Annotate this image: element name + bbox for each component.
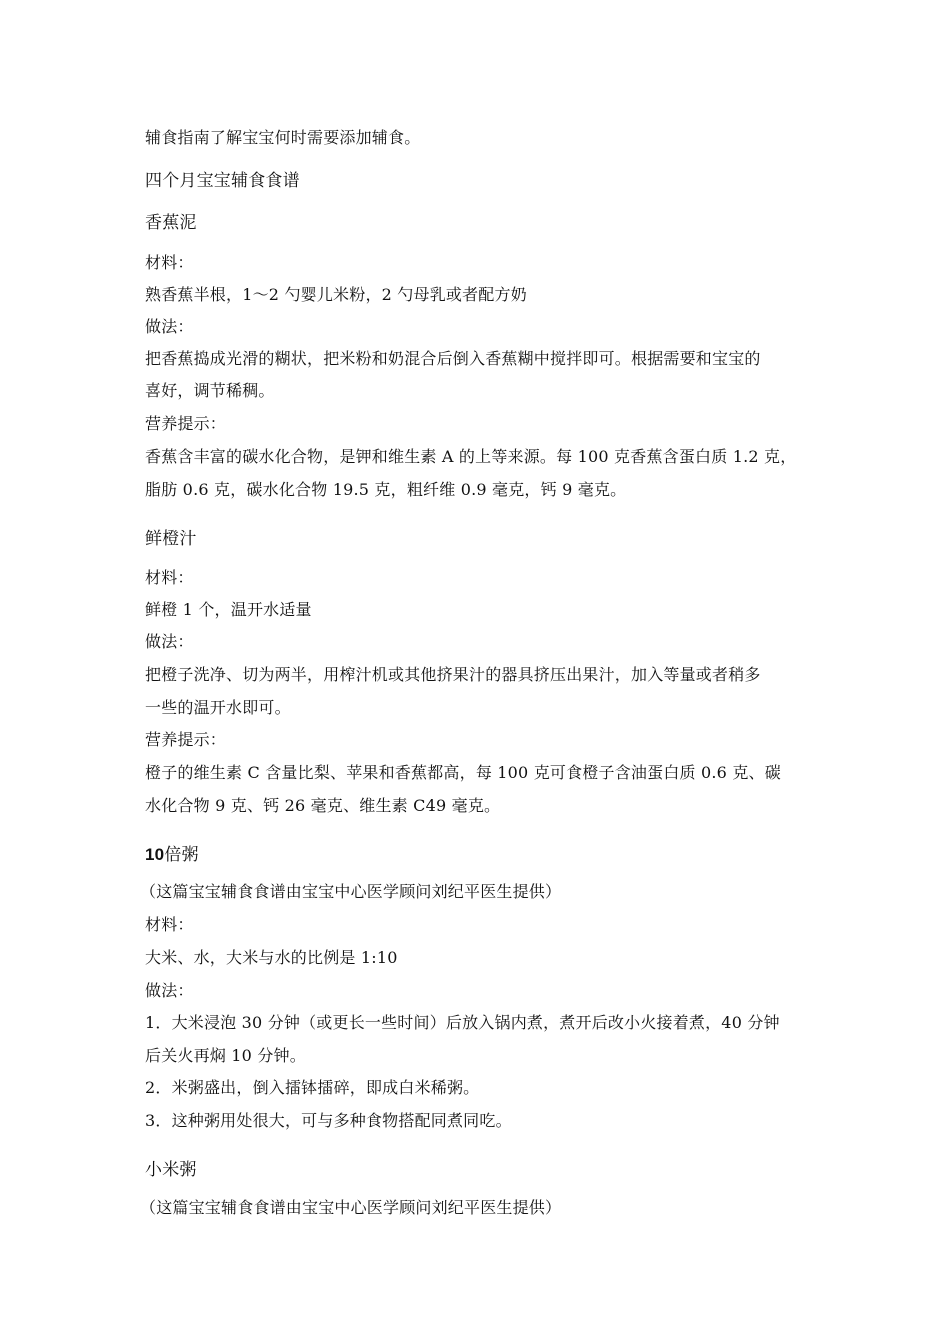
method-label: 做法： (145, 317, 194, 336)
nutrition-line: 橙子的维生素 C 含量比梨、苹果和香蕉都高，每 100 克可食橙子含油蛋白质 0.6 克、碳 (145, 763, 781, 782)
recipe-title-banana: 香蕉泥 (145, 213, 197, 233)
recipe-title-text: 倍粥 (164, 845, 199, 865)
materials-text: 鲜橙 1 个，温开水适量 (145, 600, 312, 619)
nutrition-label: 营养提示： (145, 414, 227, 433)
nutrition-line: 水化合物 9 克、钙 26 毫克、维生素 C49 毫克。 (145, 796, 501, 815)
step-line: 后关火再焖 10 分钟。 (145, 1046, 306, 1065)
recipe-title-porridge (145, 844, 810, 866)
materials-label: 材料： (145, 915, 194, 934)
recipe-source: （这篇宝宝辅食食谱由宝宝中心医学顾问刘纪平医生提供） (140, 882, 562, 901)
intro-text: 辅食指南了解宝宝何时需要添加辅食。 (145, 128, 421, 147)
nutrition-line: 香蕉含丰富的碳水化合物，是钾和维生素 A 的上等来源。每 100 克香蕉含蛋白质 1.2 克， (145, 447, 797, 466)
step-line: 2．米粥盛出，倒入擂钵擂碎，即成白米稀粥。 (145, 1078, 480, 1097)
step-line: 3．这种粥用处很大，可与多种食物搭配同煮同吃。 (145, 1111, 512, 1130)
method-label: 做法： (145, 632, 194, 651)
nutrition-label: 营养提示： (145, 730, 227, 749)
materials-text: 大米、水，大米与水的比例是 1:10 (145, 948, 398, 967)
materials-label: 材料： (145, 568, 194, 587)
recipe-source: （这篇宝宝辅食食谱由宝宝中心医学顾问刘纪平医生提供） (140, 1198, 562, 1217)
main-title: 四个月宝宝辅食食谱 (145, 171, 300, 191)
recipe-title-millet: 小米粥 (145, 1160, 197, 1180)
method-line: 把橙子洗净、切为两半，用榨汁机或其他挤果汁的器具挤压出果汁，加入等量或者稍多 (145, 665, 761, 684)
recipe-title-number: 10 (145, 845, 165, 864)
method-label: 做法： (145, 981, 194, 1000)
materials-text: 熟香蕉半根，1～2 勺婴儿米粉，2 勺母乳或者配方奶 (145, 285, 527, 304)
step-line: 1．大米浸泡 30 分钟（或更长一些时间）后放入锅内煮，煮开后改小火接着煮，40 分钟 (145, 1013, 780, 1032)
recipe-title-orange: 鲜橙汁 (145, 529, 197, 549)
materials-label: 材料： (145, 253, 194, 272)
method-line: 一些的温开水即可。 (145, 698, 291, 717)
nutrition-line: 脂肪 0.6 克，碳水化合物 19.5 克，粗纤维 0.9 毫克，钙 9 毫克。 (145, 480, 627, 499)
method-line: 喜好，调节稀稠。 (145, 381, 275, 400)
method-line: 把香蕉捣成光滑的糊状，把米粉和奶混合后倒入香蕉糊中搅拌即可。根据需要和宝宝的 (145, 349, 761, 368)
